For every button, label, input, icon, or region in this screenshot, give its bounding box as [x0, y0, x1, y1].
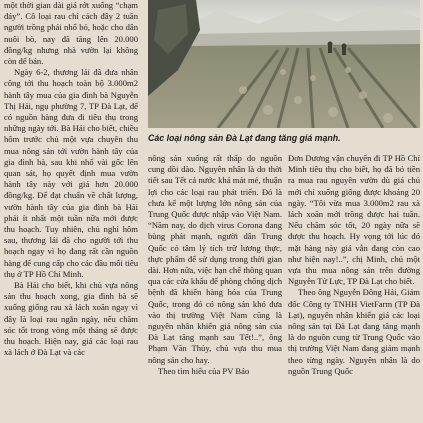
paragraph: Theo ông Nguyễn Đông Hải, Giám đốc Công ty TNHH VietFarm (TP Đà Lạt), nguyên nhân khiến giá các loại nông sản tại Đà Lạt đang tăng mạnh là do nguồn cung từ Trung Quốc vào thị trường Việt Nam đang giảm mạnh theo từng ngày. Nguyên nhân là do nguồn Trung Quốc — [288, 287, 420, 376]
paragraph: nông sản xuống rất thấp do nguồn cung dồi dào. Nguyên nhân là do thời tiết sau Tết cả nước khá mát mẻ, thuận lợi cho các loại rau phát triển. Đó là chưa kể một lượng lớn nông sản của Trung Quốc được nhập vào Việt Nam. “Năm nay, do dịch virus Corona đang bùng phát mạnh, người dân Trung Quốc có tâm lý tích trữ lương thực, thực phẩm để sử dụng trong thời gian dài. Hơn nữa, việc hạn chế thông quan qua các cửa khẩu để phòng chống dịch bệnh đã khiến hàng hóa của Trung Quốc, trong đó có nông sản khó đưa vào thị trường Việt Nam cũng là nguyên nhân khiến giá nông sản của Đà Lạt tăng mạnh sau Tết!..”, ông Phạm Văn Thủy, chủ vựa thu mua nông sản cho hay. — [148, 153, 282, 365]
paragraph: một thời gian dài giá rớt xuống “chạm đáy”. Cô loại rau chỉ cách đây 2 tuần người trồng phải nhổ bỏ, hoặc cho dân nuôi bò, nay đã tăng lên 20.000 đồng/kg nhưng nhà vườn lại không còn để bán. — [4, 0, 138, 67]
paragraph: Theo tìm hiểu của PV Báo — [158, 365, 250, 376]
article-column-2 — [148, 153, 282, 423]
article-column-3 — [288, 153, 420, 423]
article-column-1 — [4, 0, 138, 423]
article-photo — [148, 0, 420, 128]
vegetable-field-photo — [148, 0, 420, 128]
paragraph: Bà Hải cho biết, khi chủ vựa nông sản thu hoạch xong, gia đình bà sẽ xuống giống rau xà lách xoăn ngay vì đây là loại rau ngắn ngày, nếu chăm sóc tốt trong vòng một tháng sẽ được thu hoạch. Hiện nay, giá các loại rau xà lách ở Đà Lạt và các — [4, 280, 138, 358]
photo-caption: Các loại nông sản Đà Lạt đang tăng giá mạnh. — [148, 133, 341, 143]
paragraph: Đơn Dương vận chuyển đi TP Hồ Chí Minh tiêu thụ cho biết, họ đã bỏ tiền ra mua rau nguyên vườn dù giá chủ mới chỉ xuống giống được khoảng 20 ngày. “Tôi vừa mua 3.000m2 rau xà lách xoăn mới trồng được hai tuần. Nếu chăm sóc tốt, 20 ngày nữa sẽ được thu hoạch. Hy vọng tới lúc đó mặt hàng này giá vẫn đang còn cao như hiện nay!..”, chị Minh, chủ một vựa thu mua nông sản trên đường Nguyễn Tử Lực, TP Đà Lạt cho biết. — [288, 153, 420, 287]
paragraph: Ngày 6-2, thương lái đã đưa nhân công tới thu hoạch toàn bộ 3.000m2 hành tây mua của gia đình bà Nguyễn Thị Hải, ngụ phường 7, TP Đà Lạt, để có nguồn hàng đưa đi tiêu thụ trong những ngày tới. Bà Hải cho biết, chiều hôm trước chủ một vựa chuyên thu mua nông sản tới vườn hành tây của gia đình bà, sau khi nhổ vài gốc lên quan sát, họ quyết định mua vườn hành tây này với giá hơn 20.000 đồng/kg. Để đạt chuẩn về chất lượng, vườn hành tây của gia đình bà Hải phải ít nhất một tuần nữa mới được thu hoạch. Tuy nhiên, chủ nghỉ hôm sau, thương lái đã cho người tới thu hoạch ngay vì họ đang rất cần nguồn hàng để cung cấp cho các đầu mối tiêu thụ ở TP Hồ Chí Minh. — [4, 67, 138, 279]
